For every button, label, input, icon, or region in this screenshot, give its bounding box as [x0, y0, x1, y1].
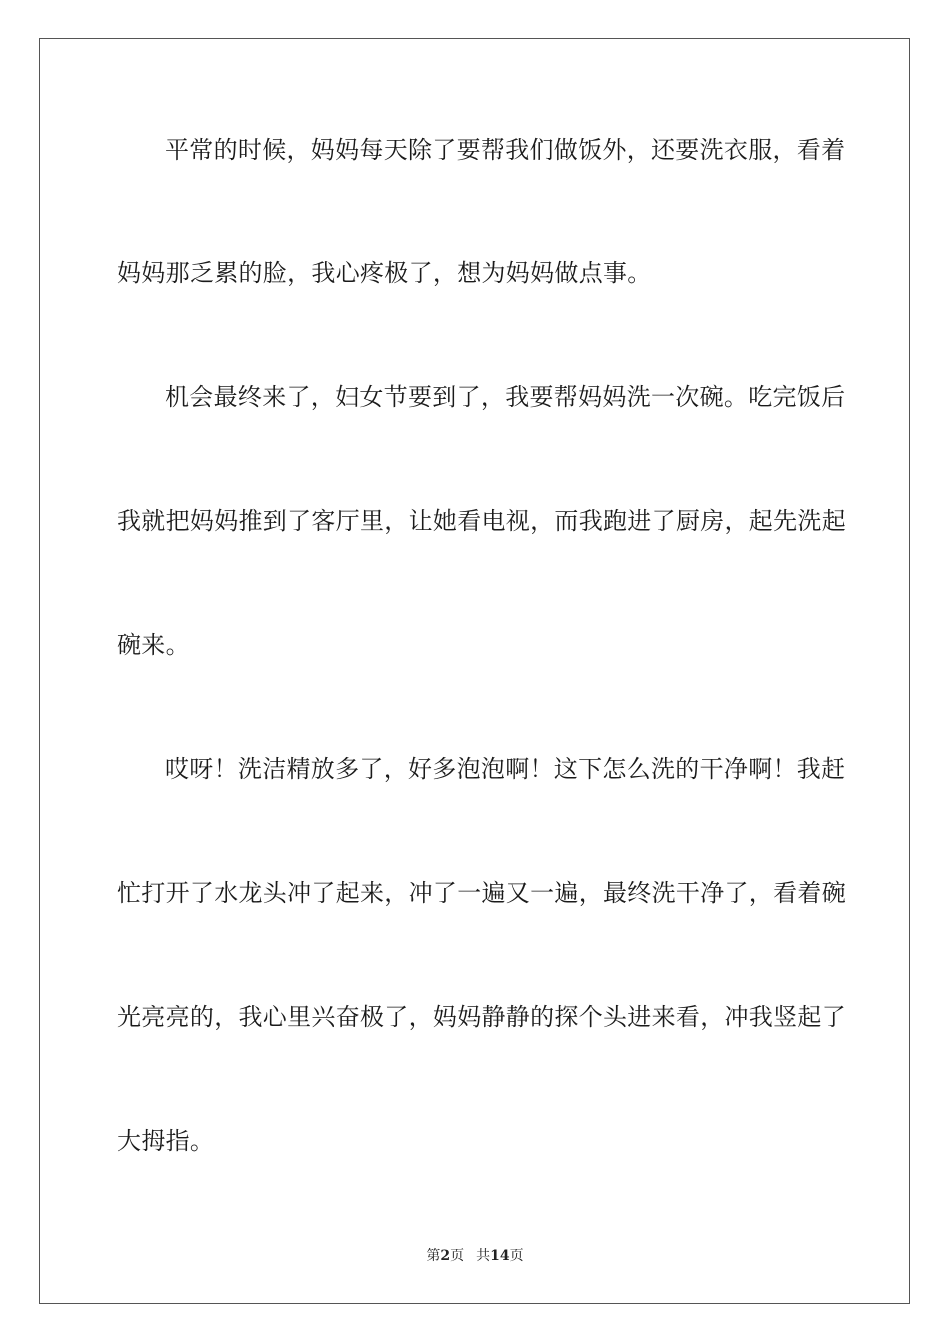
paragraph-3-line-2: 忙打开了水龙头冲了起来，冲了一遍又一遍，最终洗干净了，看着碗 [117, 879, 846, 907]
paragraph-3-line-3: 光亮亮的，我心里兴奋极了，妈妈静静的探个头进来看，冲我竖起了 [117, 1003, 846, 1031]
paragraph-2-line-1: 机会最终来了，妇女节要到了，我要帮妈妈洗一次碗。吃完饭后 [165, 383, 846, 411]
page-frame [39, 38, 910, 1304]
paragraph-1-line-1: 平常的时候，妈妈每天除了要帮我们做饭外，还要洗衣服，看着 [165, 136, 846, 164]
page-footer [0, 1247, 950, 1265]
paragraph-3-line-1: 哎呀！洗洁精放多了，好多泡泡啊！这下怎么洗的干净啊！我赶 [165, 755, 846, 783]
paragraph-1-line-2: 妈妈那乏累的脸，我心疼极了，想为妈妈做点事。 [117, 259, 652, 287]
page-number-label: 第2页 [426, 1248, 465, 1264]
total-pages-label: 共14页 [476, 1248, 524, 1264]
paragraph-2-line-3: 碗来。 [117, 631, 190, 659]
paragraph-3-line-4: 大拇指。 [117, 1127, 215, 1155]
paragraph-2-line-2: 我就把妈妈推到了客厅里，让她看电视，而我跑进了厨房，起先洗起 [117, 507, 846, 535]
